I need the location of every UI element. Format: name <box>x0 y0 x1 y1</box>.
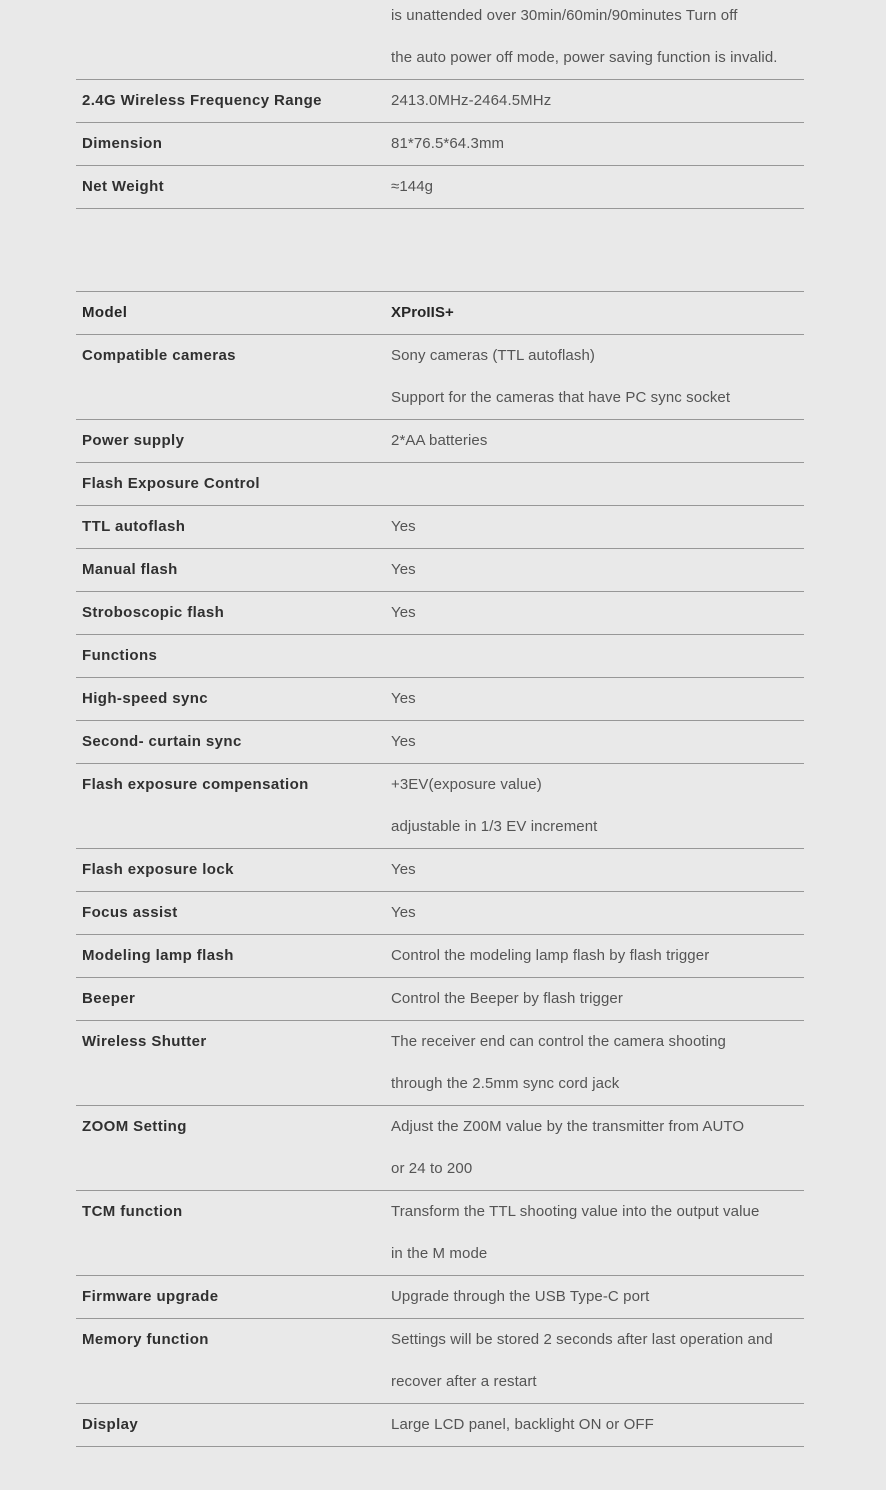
spec-row-value <box>391 1404 804 1446</box>
spec-row-label: Stroboscopic flash <box>82 604 225 621</box>
spec-row-label: Flash exposure compensation <box>82 776 309 793</box>
spec-row-value <box>391 764 804 848</box>
spec-row-value-line: Yes <box>391 733 416 750</box>
spec-row-value <box>391 1106 804 1190</box>
spec-row-label: TTL autoflash <box>82 518 186 535</box>
spec-row-value <box>391 1319 804 1403</box>
spec-row <box>76 1021 804 1106</box>
spec-row-value-line: Yes <box>391 561 416 578</box>
spec-row-value-line: Yes <box>391 604 416 621</box>
spec-row-label: Focus assist <box>82 904 178 921</box>
spec-row <box>76 166 804 209</box>
spec-row <box>76 635 804 678</box>
spec-row-value-line: the auto power off mode, power saving function is invalid. <box>391 49 778 66</box>
spec-row-value-line: XProIIS+ <box>391 304 454 321</box>
spec-row-value-line: Control the Beeper by flash trigger <box>391 990 623 1007</box>
spec-row-label: Model <box>82 304 128 321</box>
spec-row-value <box>391 935 804 977</box>
spec-row <box>76 292 804 335</box>
spec-row-value-line: Upgrade through the USB Type-C port <box>391 1288 650 1305</box>
spec-row-value-line: 81*76.5*64.3mm <box>391 135 505 152</box>
spec-row-value-line: Yes <box>391 518 416 535</box>
spec-row-label: Dimension <box>82 135 163 152</box>
spec-row-value-line: 2*AA batteries <box>391 432 488 449</box>
spec-row-value-line: Large LCD panel, backlight ON or OFF <box>391 1416 654 1433</box>
spec-row <box>76 420 804 463</box>
spec-row-value-line: or 24 to 200 <box>391 1160 473 1177</box>
spec-row-label: Manual flash <box>82 561 178 578</box>
spec-table-general <box>76 0 804 209</box>
spec-row-value-line: Sony cameras (TTL autoflash) <box>391 347 595 364</box>
spec-row <box>76 0 804 80</box>
spec-row-value <box>391 892 804 934</box>
spec-row-value-line: Transform the TTL shooting value into the output value <box>391 1203 760 1220</box>
spec-row-value-line: is unattended over 30min/60min/90minutes Turn off <box>391 7 738 24</box>
spec-row-label: Power supply <box>82 432 185 449</box>
spec-row-label: Compatible cameras <box>82 347 236 364</box>
spec-row <box>76 1276 804 1319</box>
spec-row-value <box>391 721 804 763</box>
spec-row <box>76 721 804 764</box>
spec-row-label: Beeper <box>82 990 136 1007</box>
spec-row-value <box>391 80 804 122</box>
spec-row <box>76 1191 804 1276</box>
spec-row-value <box>391 1021 804 1105</box>
spec-row-value-line: The receiver end can control the camera shooting <box>391 1033 726 1050</box>
spec-row-value <box>391 335 804 419</box>
spec-row-label: Memory function <box>82 1331 209 1348</box>
spec-row-value-line: Yes <box>391 861 416 878</box>
spec-row-value-line: Control the modeling lamp flash by flash trigger <box>391 947 710 964</box>
spec-row-value-line: Support for the cameras that have PC sync socket <box>391 389 731 406</box>
spec-row-value-line: +3EV(exposure value) <box>391 776 542 793</box>
spec-row-value-line: Settings will be stored 2 seconds after last operation and <box>391 1331 773 1348</box>
spec-row <box>76 1319 804 1404</box>
spec-table-model <box>76 291 804 1447</box>
spec-row-label: Display <box>82 1416 139 1433</box>
spec-row-label: Wireless Shutter <box>82 1033 207 1050</box>
spec-row <box>76 935 804 978</box>
spec-row-label: Flash exposure lock <box>82 861 234 878</box>
spec-row-value <box>391 420 804 462</box>
spec-row-value-line: recover after a restart <box>391 1373 537 1390</box>
spec-row <box>76 892 804 935</box>
spec-row-label: TCM function <box>82 1203 183 1220</box>
spec-row <box>76 549 804 592</box>
spec-row-label: Functions <box>82 647 158 664</box>
spec-row-label: Modeling lamp flash <box>82 947 234 964</box>
spec-row-value <box>391 506 804 548</box>
spec-row-value-line: Yes <box>391 904 416 921</box>
spec-row <box>76 80 804 123</box>
spec-row-value-line: adjustable in 1/3 EV increment <box>391 818 598 835</box>
spec-row <box>76 335 804 420</box>
spec-row <box>76 123 804 166</box>
spec-row-value-line: 2413.0MHz-2464.5MHz <box>391 92 552 109</box>
spec-row <box>76 849 804 892</box>
spec-row <box>76 463 804 506</box>
spec-row-value <box>391 1191 804 1275</box>
spec-row-value <box>391 1276 804 1318</box>
spec-row-value-line: through the 2.5mm sync cord jack <box>391 1075 620 1092</box>
spec-row-label: 2.4G Wireless Frequency Range <box>82 92 322 109</box>
spec-row-label: Firmware upgrade <box>82 1288 219 1305</box>
spec-row-label: High-speed sync <box>82 690 209 707</box>
spec-row <box>76 764 804 849</box>
spec-row-value <box>391 166 804 208</box>
spec-row <box>76 592 804 635</box>
spec-row <box>76 1106 804 1191</box>
spec-row-value-line: in the M mode <box>391 1245 488 1262</box>
spec-row <box>76 1404 804 1447</box>
spec-row-label: Flash Exposure Control <box>82 475 260 492</box>
spec-row-value <box>391 123 804 165</box>
spec-row-value <box>391 592 804 634</box>
spec-row-value-line: Yes <box>391 690 416 707</box>
spec-row <box>76 678 804 721</box>
spec-row-value <box>391 849 804 891</box>
spec-row-value <box>391 978 804 1020</box>
spec-row <box>76 978 804 1021</box>
spec-row <box>76 506 804 549</box>
spec-row-value-line: ≈144g <box>391 178 434 195</box>
spec-row-label: ZOOM Setting <box>82 1118 187 1135</box>
spec-row-label: Second- curtain sync <box>82 733 242 750</box>
spec-row-value <box>391 292 804 334</box>
spec-row-value <box>391 0 804 79</box>
spec-row-value <box>391 678 804 720</box>
spec-row-value-line: Adjust the Z00M value by the transmitter from AUTO <box>391 1118 745 1135</box>
spec-row-label: Net Weight <box>82 178 165 195</box>
spec-row-value <box>391 549 804 591</box>
